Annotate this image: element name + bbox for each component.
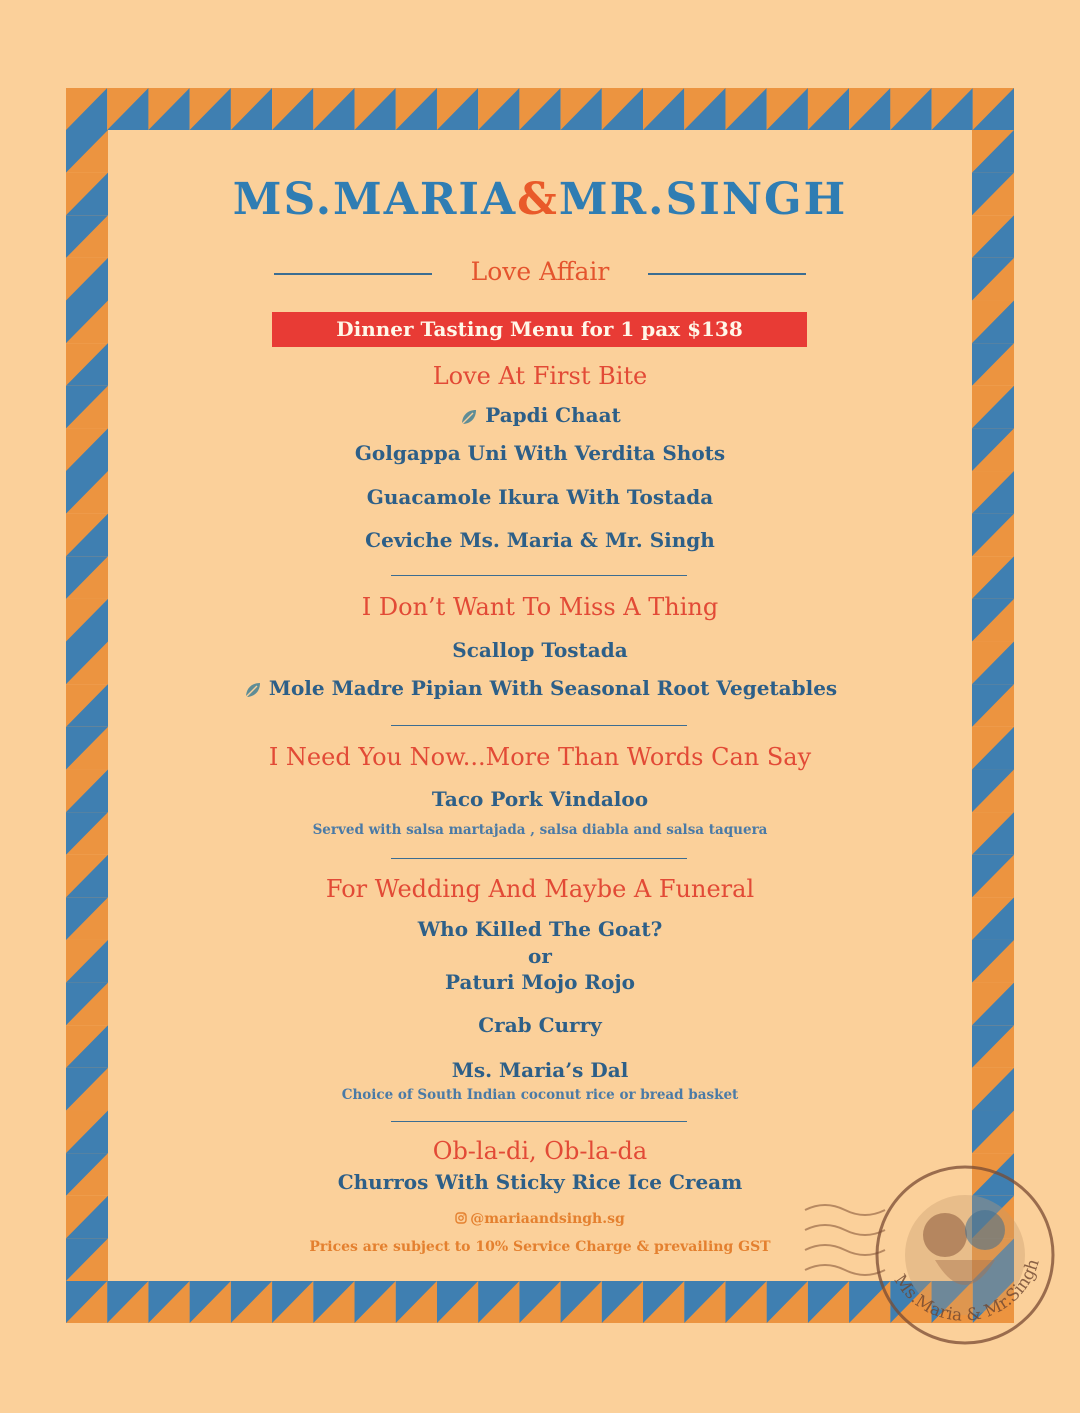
brand-ampersand: & [517,174,559,225]
dish-item: Ms. Maria’s Dal [451,1058,629,1082]
dish-item: Paturi Mojo Rojo [445,970,635,994]
stamp-text: Ms.Maria & Mr.Singh [889,1256,1044,1326]
dish-note: Choice of South Indian coconut rice or bread basket [341,1087,739,1103]
dish-name: Papdi Chaat [485,403,621,427]
section-title: Ob-la-di, Ob-la-da [432,1137,648,1165]
leaf-icon [243,680,263,700]
brand-right: MR.SINGH [558,174,848,225]
section-divider [391,725,687,726]
section-divider [391,858,687,859]
dish-item: Golgappa Uni With Verdita Shots [354,441,726,465]
dish-item [108,676,972,700]
tagline-row [108,257,972,289]
dish-item: Churros With Sticky Rice Ice Cream [337,1170,743,1194]
instagram-text: @mariaandsingh.sg [470,1211,625,1227]
dish-item: Ceviche Ms. Maria & Mr. Singh [365,528,715,552]
dish-item: Crab Curry [478,1013,602,1037]
section-title: I Need You Now...More Than Words Can Say [268,743,812,771]
section-title: For Wedding And Maybe A Funeral [325,875,755,903]
leaf-icon [459,407,479,427]
section-divider [391,1121,687,1122]
dish-item: Scallop Tostada [452,638,628,662]
stamp-logo [795,1150,1055,1390]
dish-item: Who Killed The Goat? [417,917,663,941]
tagline-rule-left [274,273,432,275]
dish-name: Mole Madre Pipian With Seasonal Root Vegetables [268,676,838,700]
section-title: I Don’t Want To Miss A Thing [361,593,719,621]
tagline: Love Affair [470,257,610,286]
dish-item [108,403,972,427]
service-charge-note: Prices are subject to 10% Service Charge & prevailing GST [309,1239,771,1255]
dish-note: Served with salsa martajada , salsa diabla and salsa taquera [312,822,768,838]
dish-item: or [528,944,552,968]
brand-left: MS.MARIA [232,174,518,225]
dish-item: Guacamole Ikura With Tostada [366,485,714,509]
section-divider [391,575,687,576]
brand-title [108,174,972,225]
section-title: Love At First Bite [432,362,648,390]
dish-item: Taco Pork Vindaloo [431,787,649,811]
instagram-icon [455,1212,467,1224]
menu-card [108,130,972,1280]
tagline-rule-right [648,273,806,275]
price-banner: Dinner Tasting Menu for 1 pax $138 [272,312,807,347]
